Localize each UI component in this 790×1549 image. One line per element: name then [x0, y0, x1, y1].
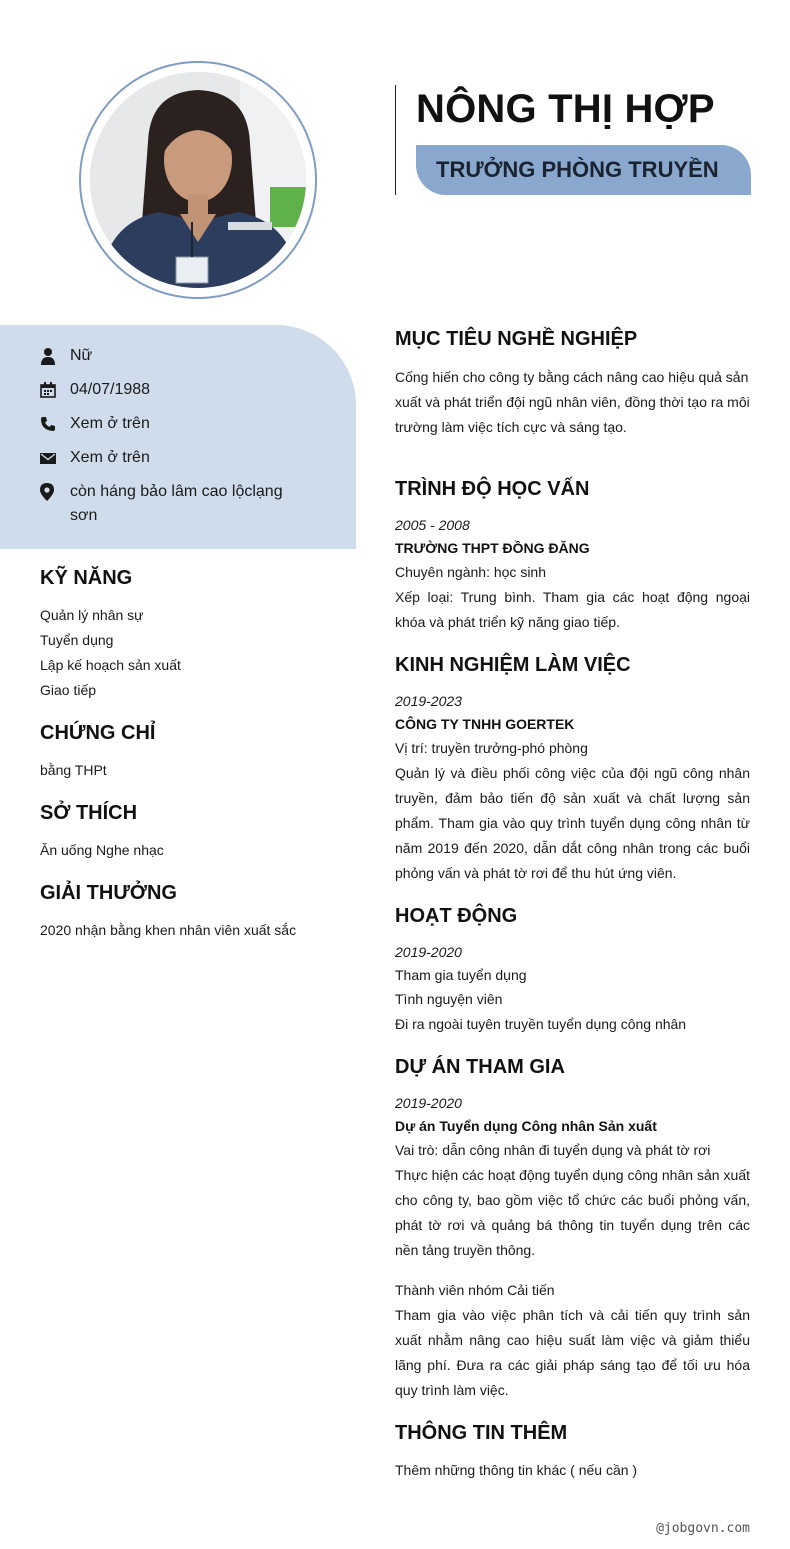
experience-period: 2019-2023: [395, 693, 462, 709]
contact-email: [40, 446, 310, 470]
experience-title: KINH NGHIỆM LÀM VIỆC: [395, 654, 631, 676]
phone-icon: [40, 412, 70, 436]
extra-text: Thêm những thông tin khác ( nếu cần ): [395, 1462, 638, 1478]
name-block: [395, 85, 750, 195]
address-value: còn háng bảo lâm cao lộclạng sơn: [70, 483, 283, 524]
objective-title: MỤC TIÊU NGHỀ NGHIỆP: [395, 328, 638, 350]
activity-item: Tình nguyện viên: [395, 991, 503, 1007]
activities-period: 2019-2020: [395, 944, 462, 960]
education-major: Chuyên ngành: học sinh: [395, 564, 546, 580]
phone-value[interactable]: Xem ở trên: [70, 415, 150, 432]
experience-detail: Quản lý và điều phối công việc của đội ngũ công nhân truyền, đảm bảo tiến độ sản xuất và chất lượng sản phẩm. Tham gia vào quy trình tuyển dụng công nhân từ năm 2019 đến 2020, dẫn dắt công nhân trong các buổi phỏng vấn và phát tờ rơi để thu hút ứng viên.: [395, 765, 750, 881]
skill-item: Giao tiếp: [40, 682, 97, 698]
location-pin-icon: [40, 480, 70, 504]
contact-gender: [40, 344, 310, 368]
skills-title: KỸ NĂNG: [40, 567, 133, 589]
gender-value: Nữ: [70, 347, 93, 364]
projects-period: 2019-2020: [395, 1095, 462, 1111]
certificates-title: CHỨNG CHỈ: [40, 722, 156, 744]
experience-position: Vị trí: truyền trưởng-phó phòng: [395, 740, 588, 756]
calendar-icon: [40, 378, 70, 402]
skill-item: Lập kế hoạch sản xuất: [40, 657, 181, 673]
project-detail-2: Tham gia vào việc phân tích và cải tiến quy trình sản xuất nhằm nâng cao hiệu suất làm việc và giảm thiểu lãng phí. Đưa ra các giải pháp sáng tạo để tối ưu hóa quy trình làm việc.: [395, 1307, 750, 1398]
birthday-value: 04/07/1988: [70, 381, 151, 398]
project-name: Dự án Tuyển dụng Công nhân Sản xuất: [395, 1118, 657, 1134]
award-item: 2020 nhận bằng khen nhân viên xuất sắc: [40, 922, 297, 938]
email-value[interactable]: Xem ở trên: [70, 449, 150, 466]
job-title-badge: [416, 145, 751, 195]
person-photo-icon: [90, 72, 306, 288]
activity-item: Đi ra ngoài tuyên truyền tuyển dụng công nhân: [395, 1016, 687, 1032]
contact-birthday: [40, 378, 310, 402]
activity-item: Tham gia tuyển dụng: [395, 967, 527, 983]
objective-text: Cống hiến cho công ty bằng cách nâng cao hiệu quả sản xuất và phát triển đội ngũ nhân viên, đồng thời tạo ra môi trường làm việc tích cực và sáng tạo.: [395, 369, 750, 435]
avatar-ring: [79, 61, 317, 299]
person-icon: [40, 344, 70, 368]
activities-title: HOẠT ĐỘNG: [395, 905, 518, 927]
certificate-item: bằng THPt: [40, 762, 107, 778]
awards-title: GIẢI THƯỞNG: [40, 882, 177, 904]
watermark: @jobgovn.com: [656, 1521, 750, 1536]
projects-title: DỰ ÁN THAM GIA: [395, 1056, 565, 1078]
project-role-2: Thành viên nhóm Cải tiến: [395, 1282, 555, 1298]
contact-address: [40, 480, 310, 528]
education-period: 2005 - 2008: [395, 517, 470, 533]
mail-icon: [40, 446, 70, 470]
education-title: TRÌNH ĐỘ HỌC VẤN: [395, 478, 590, 500]
job-title: TRƯỞNG PHÒNG TRUYỀN: [436, 157, 719, 182]
extra-title: THÔNG TIN THÊM: [395, 1422, 568, 1444]
project-detail: Thực hiện các hoạt động tuyển dụng công nhân sản xuất cho công ty, bao gồm việc tổ chức các buổi phỏng vấn, phát tờ rơi và quảng bá thông tin tuyển dụng trên các nền tảng truyền thông.: [395, 1167, 750, 1258]
contact-phone: [40, 412, 310, 436]
skill-item: Tuyển dụng: [40, 632, 114, 648]
experience-company: CÔNG TY TNHH GOERTEK: [395, 716, 575, 732]
hobbies-title: SỞ THÍCH: [40, 802, 138, 824]
avatar: [90, 72, 306, 288]
skill-item: Quản lý nhân sự: [40, 607, 144, 623]
candidate-name: NÔNG THỊ HỢP: [416, 87, 715, 131]
hobby-item: Ăn uống Nghe nhạc: [40, 842, 164, 858]
education-detail: Xếp loại: Trung bình. Tham gia các hoạt động ngoại khóa và phát triển kỹ năng giao tiếp.: [395, 589, 750, 630]
project-role: Vai trò: dẫn công nhân đi tuyển dụng và phát tờ rơi: [395, 1142, 711, 1158]
education-school: TRƯỜNG THPT ĐỒNG ĐĂNG: [395, 540, 590, 556]
